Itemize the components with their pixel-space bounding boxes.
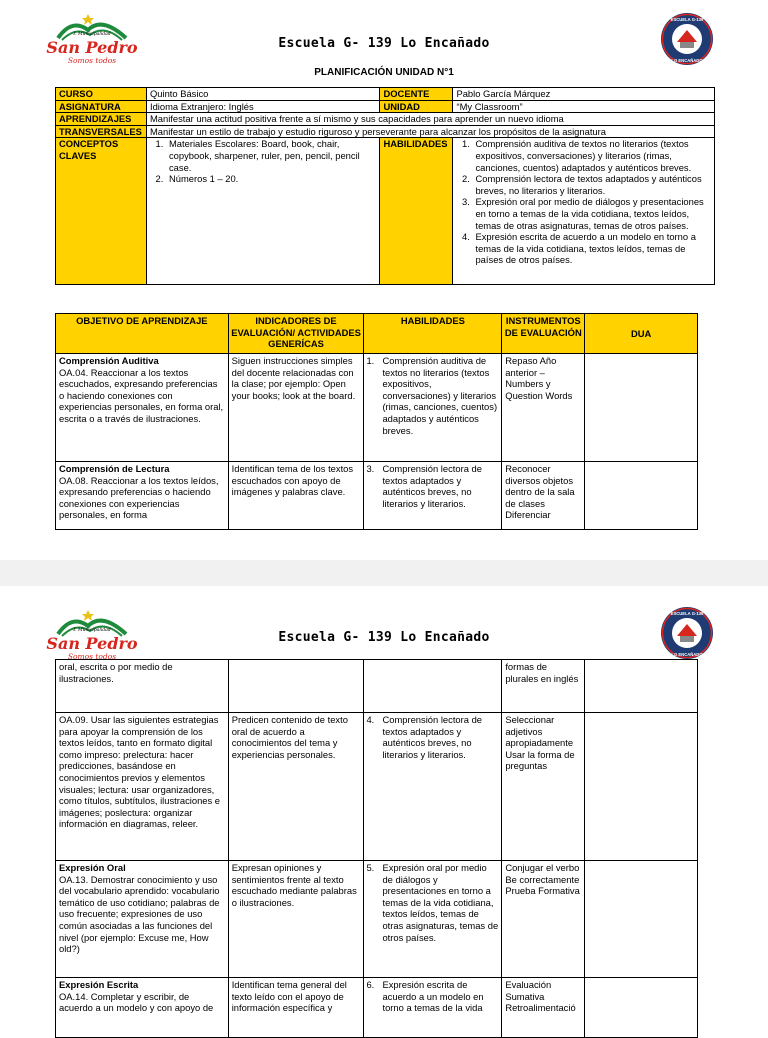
objective-cell — [56, 861, 229, 978]
skill-text: Expresión escrita de acuerdo a un modelo en torno a temas de la vida — [382, 979, 484, 1014]
skill-cell — [364, 660, 502, 713]
objective-cell — [56, 978, 229, 1038]
skill-text: Expresión oral por medio de diálogos y presentaciones en torno a temas de la vida cotidiana, textos leídos, temas de otras asignaturas, temas de otros países. — [382, 862, 499, 943]
objective-cell: oral, escrita o por medio de ilustraciones. — [56, 660, 229, 713]
objective-title: Comprensión Auditiva — [59, 355, 159, 366]
header-objetivo: OBJETIVO DE APRENDIZAJE — [56, 314, 229, 354]
indicator-cell: Expresan opiniones y sentimientos frente al texto escuchado mediante palabras o ilustraciones. — [228, 861, 364, 978]
objective-text: OA.04. Reaccionar a los textos escuchados, expresando preferencias o haciendo conexiones con experiencias personales, en forma oral, escrita o a través de ilustraciones. — [59, 366, 224, 424]
asignatura-label: ASIGNATURA — [56, 100, 147, 113]
unidad-label: UNIDAD — [380, 100, 453, 113]
skill-cell — [364, 462, 502, 530]
skill-text: Comprensión lectora de textos adaptados y auténticos breves, no literarios y literarios. — [382, 463, 482, 509]
page-gap — [0, 560, 768, 586]
dua-cell — [585, 978, 698, 1038]
skill-number: 4. — [366, 714, 375, 725]
badge-top-text: ESCUELA G-139 — [670, 611, 704, 616]
habilidades-list — [456, 138, 711, 266]
header-dua: DUA — [585, 314, 698, 354]
indicator-cell: Siguen instrucciones simples del docente relacionadas con la clase; por ejemplo: Open your books; look at the board. — [228, 354, 364, 462]
docente-label: DOCENTE — [380, 88, 453, 101]
concepto-item: 2. Números 1 – 20. — [166, 173, 377, 185]
objectives-table — [55, 313, 698, 530]
aprendizajes-value: Manifestar una actitud positiva frente a sí mismo y sus capacidades para aprender un nuevo idioma — [146, 113, 714, 126]
skill-text: Comprensión auditiva de textos no literarios (textos expositivos, conversaciones) y literarios (rimas, canciones, cuentos) adaptados y auténticos breves. — [382, 355, 498, 436]
conceptos-list-cell — [146, 138, 380, 285]
header-habilidades: HABILIDADES — [364, 314, 502, 354]
dua-cell — [585, 861, 698, 978]
dua-cell — [585, 713, 698, 861]
indicator-cell: Identifican tema general del texto leído con el apoyo de información específica y — [228, 978, 364, 1038]
indicator-cell: Predicen contenido de texto oral de acuerdo a conocimientos del tema y experiencias personales. — [228, 713, 364, 861]
habilidades-label: HABILIDADES — [380, 138, 453, 285]
instrument-cell: Conjugar el verbo Be correctamente Prueba Formativa — [502, 861, 585, 978]
skill-number: 6. — [366, 979, 375, 990]
objective-title: Comprensión de Lectura — [59, 463, 170, 474]
aprendizajes-label: APRENDIZAJES — [56, 113, 147, 126]
objectives-table-continued — [55, 659, 698, 1038]
objective-cell — [56, 462, 229, 530]
instrument-cell: Reconocer diversos objetos dentro de la sala de clases Diferenciar — [502, 462, 585, 530]
habilidad-item: 3. Expresión oral por medio de diálogos y presentaciones en torno a temas de la vida cotidiana, textos leídos, temas de otras asignaturas, temas de otros países. — [472, 196, 711, 231]
instrument-cell: formas de plurales en inglés — [502, 660, 585, 713]
habilidades-list-cell — [453, 138, 715, 285]
conceptos-list — [150, 138, 377, 184]
skill-text: Comprensión lectora de textos adaptados y auténticos breves, no literarios y literarios. — [382, 714, 483, 760]
objective-text: OA.13. Demostrar conocimiento y uso del vocabulario aprendido: vocabulario temático de uso cotidiano; palabras de uso frecuente; expresiones de uso común asociadas a las funciones del nivel (por ejemplo: Excuse me, How old?) — [59, 873, 220, 955]
asignatura-value: Idioma Extranjero: Inglés — [146, 100, 380, 113]
docente-value: Pablo García Márquez — [453, 88, 715, 101]
logo-small-text: I. Municipalidad — [73, 628, 111, 633]
habilidad-item: 4. Expresión escrita de acuerdo a un modelo en torno a temas de la vida cotidiana, textos leídos, temas de países de otros países. — [472, 231, 711, 266]
objective-text: OA.14. Completar y escribir, de acuerdo a un modelo y con apoyo de — [59, 990, 214, 1014]
curso-value: Quinto Básico — [146, 88, 380, 101]
habilidad-item: 2. Comprensión lectora de textos adaptados y auténticos breves, no literarios y literarios. — [472, 173, 711, 196]
badge-bottom-text: LO ENCAÑADO — [671, 652, 703, 657]
header-indicadores: INDICADORES DE EVALUACIÓN/ ACTIVIDADES GENERÍCAS — [228, 314, 364, 354]
school-badge — [660, 12, 714, 66]
objective-title: Expresión Escrita — [59, 979, 139, 990]
concepto-item: 1. Materiales Escolares: Board, book, chair, copybook, sharpener, ruler, pen, pencil, pencil case. — [166, 138, 377, 173]
transversales-label: TRANSVERSALES — [56, 125, 147, 138]
unidad-value: “My Classroom” — [453, 100, 715, 113]
indicator-cell — [228, 660, 364, 713]
dua-cell — [585, 462, 698, 530]
logo-tagline: Somos todos — [67, 652, 117, 661]
school-badge — [660, 606, 714, 660]
objective-cell — [56, 354, 229, 462]
objective-title: Expresión Oral — [59, 862, 126, 873]
badge-top-text: ESCUELA G-139 — [670, 17, 704, 22]
objective-text: OA.09. Usar las siguientes estrategias para apoyar la comprensión de los textos leídos, tanto en formato digital como impreso: prelectura: hacer predicciones, basándose en conocimientos previos y elementos visuales; lectura: usar organizadores, como títulos, subtítulos, ilustraciones e imágenes; poslectura: organizar información en diagramas, releer. — [59, 714, 221, 830]
unit-info-table — [55, 87, 715, 285]
logo-small-text: I. Municipalidad — [73, 32, 111, 37]
logo-name: San Pedro — [46, 38, 138, 57]
logo-name: San Pedro — [46, 634, 138, 653]
skill-cell — [364, 713, 502, 861]
habilidad-item: 1. Comprensión auditiva de textos no literarios (textos expositivos, conversaciones) y literarios (rimas, canciones, cuentos) adaptados y auténticos breves. — [472, 138, 711, 173]
school-title: Escuela G- 139 Lo Encañado — [278, 36, 490, 51]
plan-title: PLANIFICACIÓN UNIDAD N°1 — [314, 67, 454, 78]
instrument-cell: Evaluación Sumativa Retroalimentació — [502, 978, 585, 1038]
skill-number: 5. — [366, 862, 375, 873]
badge-bottom-text: LO ENCAÑADO — [671, 58, 703, 63]
dua-cell — [585, 354, 698, 462]
objective-text: OA.08. Reaccionar a los textos leídos, expresando preferencias o haciendo conexiones con experiencias personales, en forma — [59, 474, 219, 521]
instrument-cell: Repaso Año anterior – Numbers y Question Words — [502, 354, 585, 462]
curso-label: CURSO — [56, 88, 147, 101]
objective-cell — [56, 713, 229, 861]
skill-number: 3. — [366, 463, 375, 474]
school-title: Escuela G- 139 Lo Encañado — [278, 630, 490, 645]
header-instrumentos: INSTRUMENTOS DE EVALUACIÓN — [502, 314, 585, 354]
skill-cell — [364, 978, 502, 1038]
logo-tagline: Somos todos — [67, 56, 117, 65]
transversales-value: Manifestar un estilo de trabajo y estudio riguroso y perseverante para alcanzar los propósitos de la asignatura — [146, 125, 714, 138]
indicator-cell: Identifican tema de los textos escuchados con apoyo de imágenes y palabras clave. — [228, 462, 364, 530]
instrument-cell: Seleccionar adjetivos apropiadamente Usar la forma de preguntas — [502, 713, 585, 861]
skill-cell — [364, 354, 502, 462]
conceptos-label: CONCEPTOS CLAVES — [56, 138, 147, 285]
dua-cell — [585, 660, 698, 713]
skill-cell — [364, 861, 502, 978]
skill-number: 1. — [366, 355, 375, 366]
